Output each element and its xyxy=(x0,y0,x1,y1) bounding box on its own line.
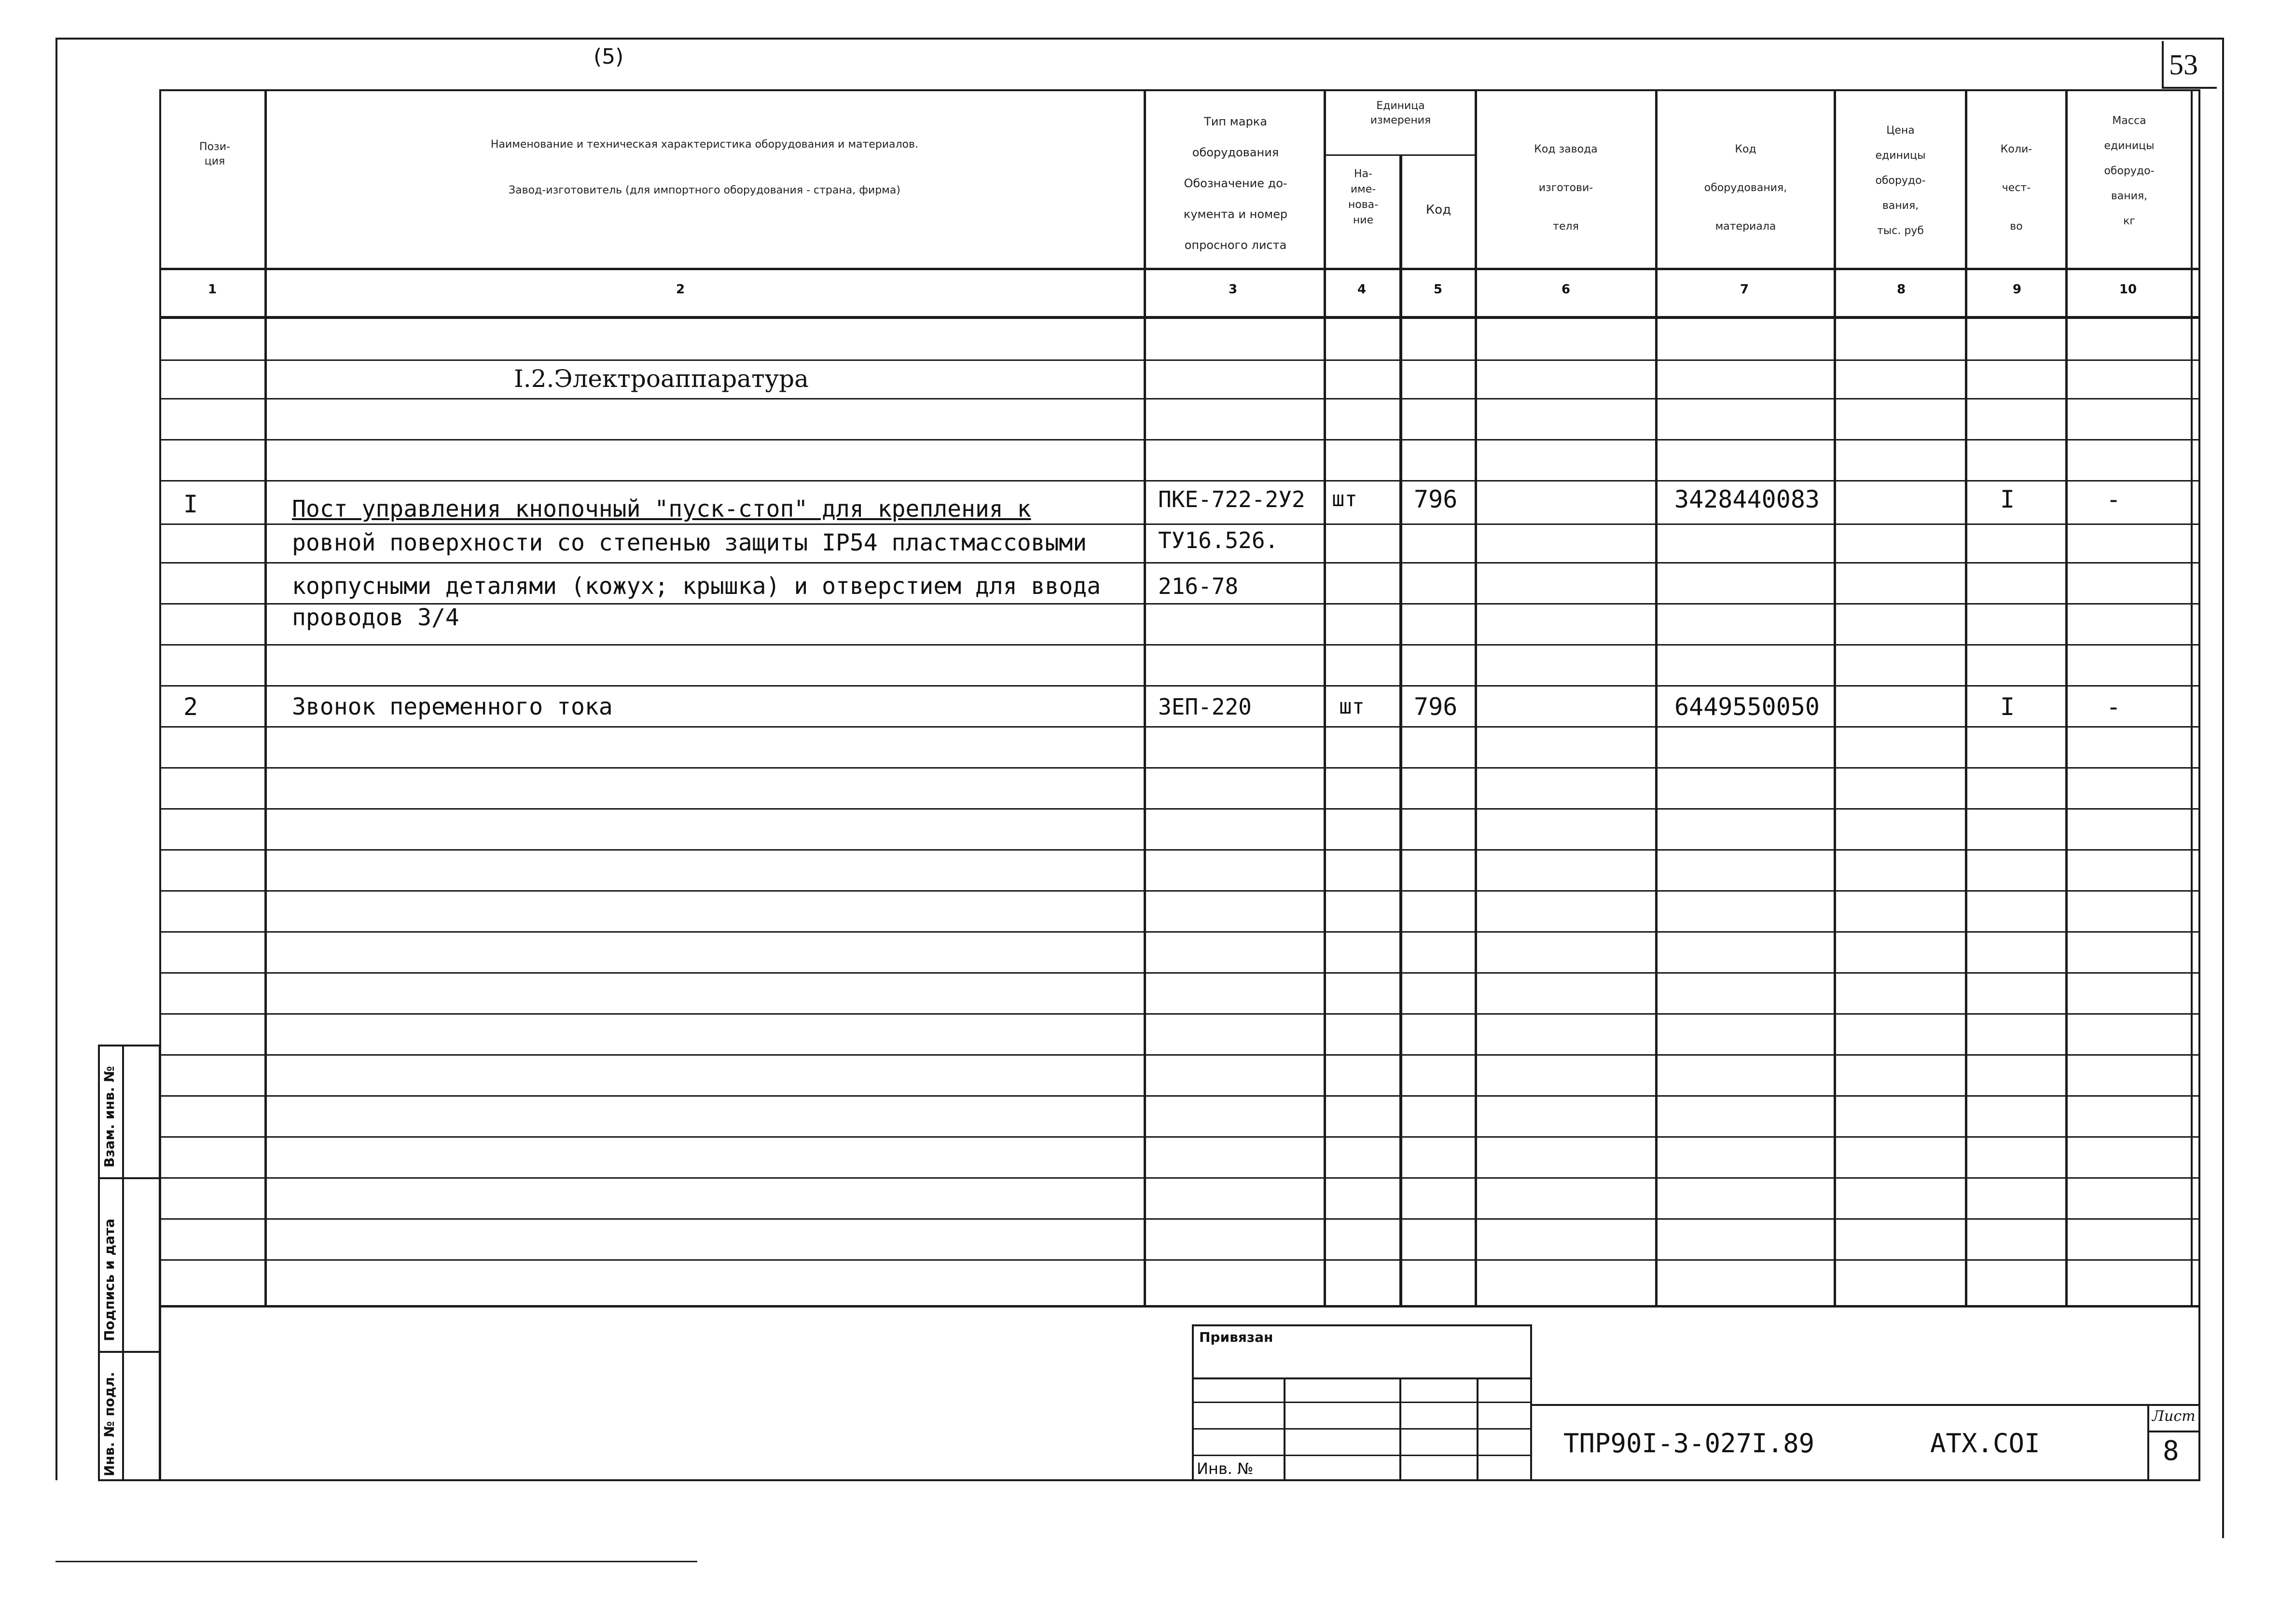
doc-mark: АТХ.СОI xyxy=(1930,1428,2040,1459)
col-line-4 xyxy=(1399,154,1402,1305)
table-row-line xyxy=(159,1177,2200,1179)
header-unit-name: На- име- нова- ние xyxy=(1348,168,1379,226)
col-line-9 xyxy=(2065,89,2068,1305)
colnum-7: 7 xyxy=(1740,282,1749,297)
header-equipment-code: Код оборудования, материала xyxy=(1704,143,1787,233)
table-row-line xyxy=(159,1054,2200,1056)
table-row-line xyxy=(159,1218,2200,1220)
colnum-9: 9 xyxy=(2012,282,2022,297)
table-row-line xyxy=(159,523,2200,525)
header-name-line1: Наименование и техническая характеристика оборудования и материалов. xyxy=(490,138,919,151)
privyazan-line-1 xyxy=(1192,1377,1532,1379)
privyazan-line-2 xyxy=(1192,1402,1532,1403)
table-row-line xyxy=(159,1013,2200,1015)
list-number: 8 xyxy=(2163,1435,2179,1467)
table-row-line xyxy=(159,685,2200,687)
col-line-8 xyxy=(1965,89,1967,1305)
table-row-line xyxy=(159,808,2200,810)
item2-position: 2 xyxy=(183,693,198,721)
form-frame xyxy=(159,89,2200,1481)
privyazan-line-3 xyxy=(1192,1428,1532,1430)
outer-bottom-line xyxy=(55,1561,697,1562)
col-line-5 xyxy=(1475,89,1477,1305)
table-row-line xyxy=(159,1136,2200,1138)
outer-left-line xyxy=(55,38,57,1480)
header-position: Пози- ция xyxy=(199,141,230,167)
table-row-line xyxy=(159,562,2200,564)
item1-type-line3: 216-78 xyxy=(1158,573,1239,599)
outer-top-line xyxy=(55,38,2222,40)
colnum-2: 2 xyxy=(676,282,685,297)
list-label: Лист xyxy=(2152,1408,2196,1425)
item1-name-line3: корпусными деталями (кожух; крышка) и отверстием для ввода xyxy=(292,573,1101,600)
item2-unit: шт xyxy=(1339,694,1365,719)
item1-equipment-code: 3428440083 xyxy=(1674,485,1820,513)
item1-name-line2: ровной поверхности со степенью защиты IP54 пластмассовыми xyxy=(292,529,1087,556)
item1-mass: - xyxy=(2106,485,2121,513)
table-row-line xyxy=(159,1305,2200,1307)
item1-unit-code: 796 xyxy=(1414,485,1458,513)
unit-group-split xyxy=(1324,154,1477,156)
table-row-line xyxy=(159,644,2200,646)
privyazan-label: Привязан xyxy=(1199,1329,1273,1345)
colnum-3: 3 xyxy=(1228,282,1238,297)
side-stamp-vzam: Взам. инв. № xyxy=(101,1066,117,1168)
colnum-6: 6 xyxy=(1561,282,1571,297)
header-qty: Коли- чест- во xyxy=(2000,143,2032,233)
table-row-line xyxy=(159,726,2200,728)
table-row-line xyxy=(159,439,2200,440)
item2-qty: I xyxy=(2000,693,2015,721)
col-line-2 xyxy=(1144,89,1146,1305)
header-mass: Масса единицы оборудо- вания, кг xyxy=(2104,115,2155,227)
sheet-corner-number: 53 xyxy=(2169,49,2198,81)
table-row-line xyxy=(159,1259,2200,1261)
privyazan-line-4 xyxy=(1192,1455,1532,1456)
col-line-3 xyxy=(1324,89,1326,1305)
item1-type-line1: ПКЕ-722-2У2 xyxy=(1158,486,1305,512)
colnum-8: 8 xyxy=(1896,282,1906,297)
header-unit-group-text: Единица измерения xyxy=(1370,100,1431,126)
outer-right-line xyxy=(2222,38,2224,1538)
col-line-7 xyxy=(1834,89,1836,1305)
colnum-10: 10 xyxy=(2119,282,2137,297)
table-row-line xyxy=(159,849,2200,851)
item2-name-line1: Звонок переменного тока xyxy=(292,693,613,720)
colnum-4: 4 xyxy=(1357,282,1367,297)
title-top-line xyxy=(1532,1404,2200,1406)
privyazan-vline-2 xyxy=(1399,1377,1401,1481)
section-title: I.2.Электроаппаратура xyxy=(514,365,809,393)
item1-name-line4: проводов 3/4 xyxy=(292,604,459,631)
table-row-line xyxy=(159,931,2200,933)
item2-equipment-code: 6449550050 xyxy=(1674,693,1820,721)
item1-qty: I xyxy=(2000,485,2015,513)
item1-unit: шт xyxy=(1332,487,1357,511)
side-stamp-inv-podl: Инв. № подл. xyxy=(101,1372,117,1476)
table-row-line xyxy=(159,890,2200,892)
item2-mass: - xyxy=(2106,693,2121,721)
header-factory-code: Код завода изготови- теля xyxy=(1534,143,1598,233)
table-row-line xyxy=(159,972,2200,974)
col-line-6 xyxy=(1655,89,1658,1305)
side-stamp-line-1 xyxy=(98,1177,161,1179)
header-name-line2: Завод-изготовитель (для импортного оборудования - страна, фирма) xyxy=(509,184,900,196)
table-row-line xyxy=(159,359,2200,361)
inv-no-label: Инв. № xyxy=(1197,1459,1254,1478)
header-price: Цена единицы оборудо- вания, тыс. руб xyxy=(1875,124,1926,237)
header-unit-code: Код xyxy=(1425,203,1451,217)
colnum-1: 1 xyxy=(207,282,217,297)
item1-position: I xyxy=(183,490,198,518)
doc-code: ТПР90I-3-027I.89 xyxy=(1563,1428,1815,1459)
item1-name-line1: Пост управления кнопочный "пуск-стоп" для крепления к xyxy=(292,495,1031,523)
privyazan-vline-1 xyxy=(1284,1377,1285,1481)
table-row-line xyxy=(159,398,2200,399)
top-mark: (5) xyxy=(594,44,624,69)
header-bottom-line xyxy=(159,268,2200,270)
side-stamp-podpis: Подпись и дата xyxy=(101,1218,117,1341)
header-type: Тип марка оборудования Обозначение до- кумента и номер опросного листа xyxy=(1183,115,1288,252)
table-row-line xyxy=(159,1095,2200,1097)
col-line-1 xyxy=(264,89,267,1305)
table-row-line xyxy=(159,603,2200,605)
col-line-10 xyxy=(2191,89,2193,1305)
table-row-line xyxy=(159,767,2200,769)
item2-type-line1: ЗЕП-220 xyxy=(1158,694,1252,720)
item2-unit-code: 796 xyxy=(1414,693,1458,721)
colnum-bottom-line xyxy=(159,316,2200,319)
privyazan-vline-3 xyxy=(1477,1377,1479,1481)
side-stamp-split xyxy=(122,1045,124,1481)
list-box-split xyxy=(2147,1431,2200,1432)
table-row-line xyxy=(159,480,2200,482)
side-stamp-line-2 xyxy=(98,1351,161,1353)
colnum-5: 5 xyxy=(1433,282,1443,297)
item1-type-line2: ТУ16.526. xyxy=(1158,527,1279,553)
